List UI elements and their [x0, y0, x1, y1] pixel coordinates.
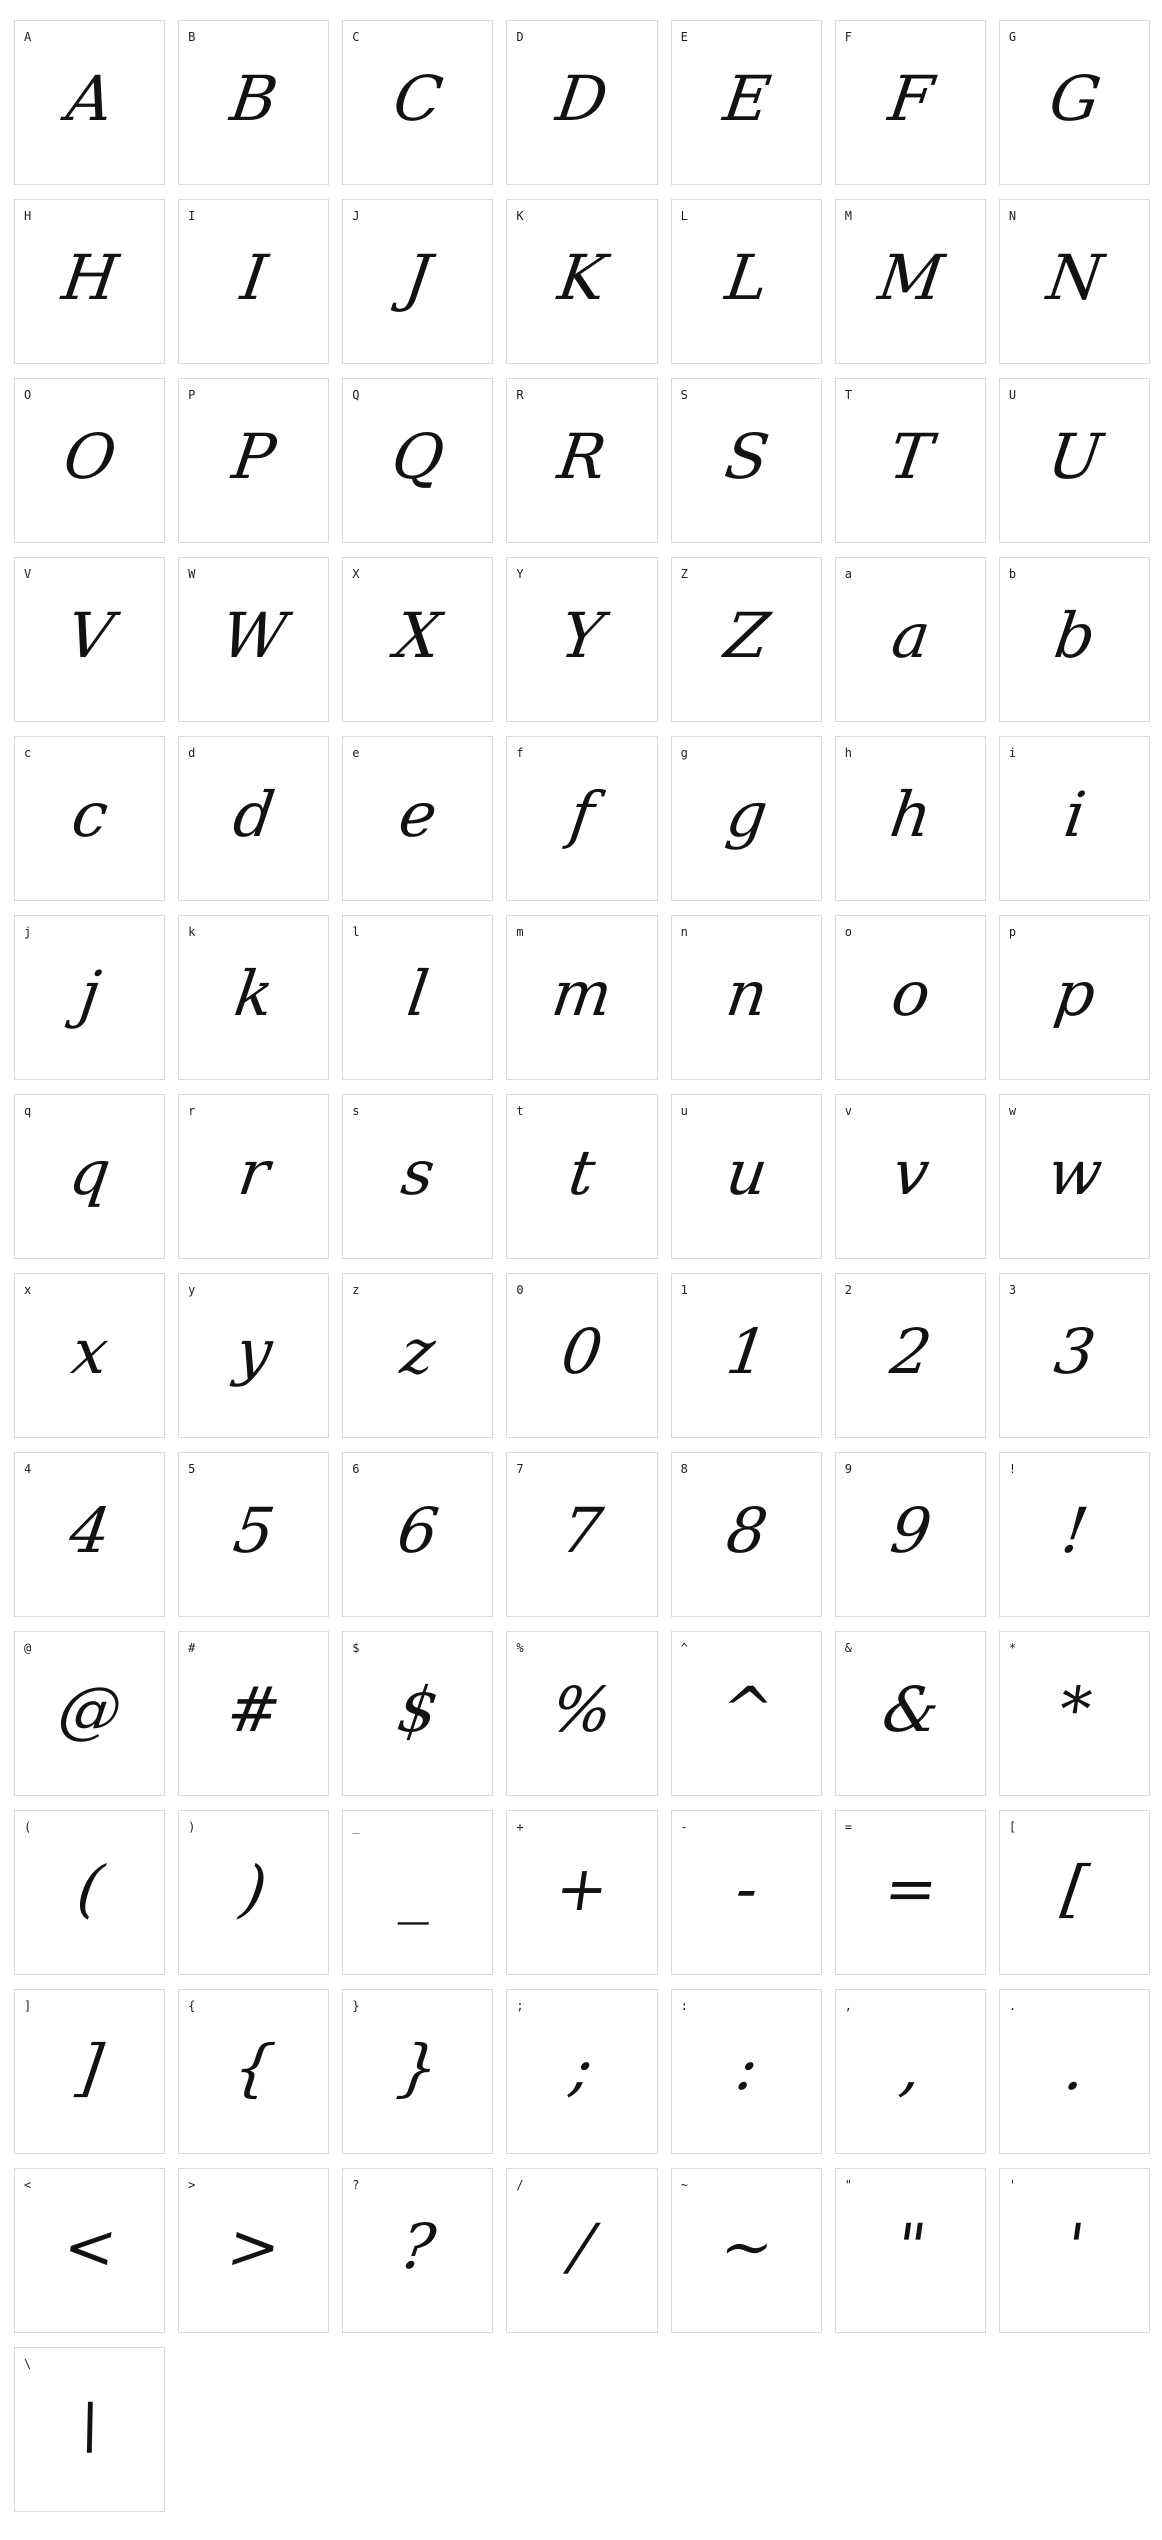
glyph-cell: [14, 199, 165, 364]
glyph-label: S: [680, 388, 688, 402]
glyph-cell: [835, 199, 986, 364]
glyph-label: .: [1008, 1999, 1017, 2013]
glyph-preview: [: [1057, 1852, 1093, 1925]
glyph-label: C: [352, 30, 360, 44]
glyph-cell: [178, 20, 329, 185]
glyph-label: f: [516, 746, 524, 760]
glyph-cell: [506, 199, 657, 364]
glyph-cell: [178, 1631, 329, 1796]
glyph-label: i: [1008, 746, 1017, 760]
glyph-cell: [178, 1989, 329, 2154]
glyph-preview: <: [59, 2210, 122, 2283]
glyph-label: Q: [352, 388, 360, 402]
glyph-cell: [999, 378, 1150, 543]
glyph-label: L: [680, 209, 688, 223]
glyph-label: $: [352, 1641, 360, 1655]
glyph-preview: J: [400, 241, 436, 314]
glyph-preview: >: [223, 2210, 286, 2283]
glyph-preview: q: [65, 1136, 116, 1209]
glyph-cell: [178, 1094, 329, 1259]
glyph-preview: ": [891, 2210, 931, 2283]
glyph-preview: A: [62, 62, 118, 135]
glyph-label: 7: [516, 1462, 524, 1476]
glyph-preview: X: [391, 599, 446, 672]
glyph-cell: [178, 1273, 329, 1438]
glyph-preview: U: [1043, 420, 1107, 493]
glyph-preview: x: [67, 1315, 113, 1388]
glyph-preview: m: [548, 957, 618, 1030]
glyph-cell: [178, 378, 329, 543]
glyph-cell: [506, 2168, 657, 2333]
glyph-preview: L: [720, 241, 773, 314]
glyph-cell: [671, 736, 822, 901]
glyph-cell: [506, 20, 657, 185]
glyph-label: c: [24, 746, 32, 760]
glyph-label: }: [352, 1999, 360, 2013]
glyph-label: [: [1008, 1820, 1017, 1834]
glyph-preview: ]: [72, 2031, 108, 2104]
glyph-label: &: [844, 1641, 852, 1655]
glyph-preview: w: [1043, 1136, 1107, 1209]
glyph-cell: [342, 1810, 493, 1975]
glyph-preview: M: [873, 241, 948, 314]
glyph-cell: [671, 1810, 822, 1975]
glyph-label: x: [24, 1283, 32, 1297]
glyph-cell: [835, 378, 986, 543]
glyph-preview: a: [887, 599, 935, 672]
glyph-cell: [835, 736, 986, 901]
glyph-cell: [506, 1094, 657, 1259]
glyph-label: 9: [844, 1462, 852, 1476]
glyph-label: H: [24, 209, 32, 223]
glyph-cell: [671, 378, 822, 543]
glyph-label: +: [516, 1820, 524, 1834]
glyph-label: ?: [352, 2178, 360, 2192]
glyph-preview: 7: [557, 1494, 608, 1567]
glyph-preview: #: [223, 1673, 286, 1746]
glyph-label: v: [844, 1104, 852, 1118]
glyph-preview: 2: [885, 1315, 936, 1388]
glyph-preview: 4: [65, 1494, 115, 1567]
glyph-label: M: [844, 209, 852, 223]
glyph-label: W: [188, 567, 196, 581]
glyph-cell: [178, 1452, 329, 1617]
glyph-preview: O: [59, 420, 121, 493]
glyph-cell: [999, 199, 1150, 364]
glyph-cell: [342, 2168, 493, 2333]
glyph-preview: }: [393, 2031, 444, 2104]
glyph-preview: 1: [721, 1315, 772, 1388]
glyph-label: J: [352, 209, 360, 223]
glyph-cell: [342, 557, 493, 722]
glyph-label: g: [680, 746, 688, 760]
glyph-label: _: [352, 1820, 360, 1834]
glyph-preview: r: [234, 1136, 275, 1209]
glyph-label: I: [188, 209, 196, 223]
glyph-cell: [342, 736, 493, 901]
glyph-cell: [14, 1810, 165, 1975]
glyph-preview: V: [62, 599, 118, 672]
glyph-label: >: [188, 2178, 196, 2192]
glyph-cell: [999, 1810, 1150, 1975]
glyph-cell: [999, 1989, 1150, 2154]
glyph-label: X: [352, 567, 360, 581]
glyph-label: -: [680, 1820, 688, 1834]
glyph-preview: !: [1057, 1494, 1093, 1567]
glyph-cell: [178, 736, 329, 901]
glyph-cell: [14, 1094, 165, 1259]
glyph-cell: [671, 1094, 822, 1259]
glyph-label: y: [188, 1283, 196, 1297]
glyph-preview: g: [721, 778, 772, 851]
glyph-preview: ;: [566, 2031, 599, 2104]
glyph-label: m: [516, 925, 524, 939]
glyph-preview: b: [1049, 599, 1100, 672]
glyph-preview: Q: [387, 420, 449, 493]
glyph-label: ): [188, 1820, 196, 1834]
glyph-label: Y: [516, 567, 524, 581]
glyph-cell: [14, 20, 165, 185]
glyph-label: T: [844, 388, 852, 402]
glyph-cell: [999, 1631, 1150, 1796]
glyph-cell: [178, 915, 329, 1080]
glyph-cell: [671, 1273, 822, 1438]
glyph-cell: [999, 915, 1150, 1080]
glyph-preview: C: [389, 62, 448, 135]
glyph-preview: Z: [720, 599, 774, 672]
glyph-preview: $: [393, 1673, 444, 1746]
glyph-cell: [835, 557, 986, 722]
glyph-cell: [506, 378, 657, 543]
glyph-cell: [14, 2168, 165, 2333]
glyph-label: ~: [680, 2178, 688, 2192]
glyph-preview: 3: [1050, 1315, 1100, 1388]
glyph-preview: y: [231, 1315, 277, 1388]
glyph-preview: /: [566, 2210, 599, 2283]
glyph-cell: [14, 1273, 165, 1438]
glyph-cell: [14, 915, 165, 1080]
glyph-preview: %: [547, 1673, 618, 1746]
glyph-cell: [671, 557, 822, 722]
glyph-preview: .: [1059, 2031, 1090, 2104]
glyph-preview: (: [72, 1852, 108, 1925]
glyph-cell: [506, 736, 657, 901]
glyph-label: F: [844, 30, 852, 44]
glyph-cell: [342, 199, 493, 364]
glyph-label: !: [1008, 1462, 1017, 1476]
glyph-cell: [999, 736, 1150, 901]
glyph-label: s: [352, 1104, 360, 1118]
glyph-label: ]: [24, 1999, 32, 2013]
glyph-label: b: [1008, 567, 1017, 581]
glyph-cell: [506, 1989, 657, 2154]
glyph-cell: [14, 557, 165, 722]
glyph-preview: +: [551, 1852, 614, 1925]
glyph-preview: l: [403, 957, 434, 1030]
glyph-label: P: [188, 388, 196, 402]
glyph-label: \: [24, 2357, 32, 2371]
glyph-cell: [178, 557, 329, 722]
glyph-label: ,: [844, 1999, 852, 2013]
glyph-cell: [671, 2168, 822, 2333]
glyph-label: =: [844, 1820, 852, 1834]
glyph-preview: T: [885, 420, 937, 493]
glyph-cell: [999, 2168, 1150, 2333]
glyph-cell: [14, 736, 165, 901]
glyph-cell: [506, 915, 657, 1080]
glyph-cell: [835, 1273, 986, 1438]
glyph-preview: I: [236, 241, 272, 314]
glyph-label: G: [1008, 30, 1017, 44]
glyph-label: n: [680, 925, 688, 939]
glyph-label: %: [516, 1641, 524, 1655]
glyph-label: ': [1008, 2178, 1017, 2192]
glyph-cell: [671, 1631, 822, 1796]
glyph-cell: [14, 2347, 165, 2512]
glyph-preview: D: [552, 62, 613, 135]
glyph-preview: :: [731, 2031, 763, 2104]
glyph-cell: [835, 915, 986, 1080]
glyph-label: ^: [680, 1641, 688, 1655]
glyph-preview: B: [226, 62, 283, 135]
glyph-label: 4: [24, 1462, 32, 1476]
glyph-cell: [835, 1810, 986, 1975]
glyph-cell: [14, 1452, 165, 1617]
glyph-label: #: [188, 1641, 196, 1655]
glyph-preview: *: [1054, 1673, 1096, 1746]
glyph-label: o: [844, 925, 852, 939]
glyph-label: 5: [188, 1462, 196, 1476]
glyph-cell: [671, 915, 822, 1080]
glyph-preview: N: [1042, 241, 1108, 314]
glyph-preview: \: [74, 2389, 106, 2462]
glyph-cell: [671, 1989, 822, 2154]
glyph-preview: i: [1059, 778, 1091, 851]
glyph-cell: [178, 2168, 329, 2333]
glyph-preview: o: [887, 957, 935, 1030]
glyph-preview: 0: [557, 1315, 608, 1388]
glyph-label: @: [24, 1641, 32, 1655]
glyph-cell: [178, 199, 329, 364]
glyph-label: B: [188, 30, 196, 44]
glyph-cell: [342, 1273, 493, 1438]
glyph-label: j: [24, 925, 32, 939]
glyph-label: q: [24, 1104, 32, 1118]
glyph-grid: [14, 20, 1150, 2512]
glyph-cell: [506, 1452, 657, 1617]
glyph-cell: [506, 1810, 657, 1975]
glyph-label: t: [516, 1104, 524, 1118]
glyph-cell: [342, 1094, 493, 1259]
glyph-label: ": [844, 2178, 852, 2192]
glyph-label: ;: [516, 1999, 524, 2013]
glyph-cell: [342, 1989, 493, 2154]
glyph-label: E: [680, 30, 688, 44]
glyph-cell: [835, 2168, 986, 2333]
glyph-label: K: [516, 209, 524, 223]
glyph-preview: H: [57, 241, 123, 314]
glyph-label: k: [188, 925, 196, 939]
glyph-preview: h: [885, 778, 936, 851]
glyph-label: R: [516, 388, 524, 402]
glyph-label: A: [24, 30, 32, 44]
glyph-cell: [999, 1273, 1150, 1438]
glyph-preview: ': [1061, 2210, 1089, 2283]
glyph-label: {: [188, 1999, 196, 2013]
glyph-label: N: [1008, 209, 1017, 223]
glyph-label: /: [516, 2178, 524, 2192]
glyph-label: 1: [680, 1283, 688, 1297]
glyph-label: u: [680, 1104, 688, 1118]
glyph-preview: =: [879, 1852, 942, 1925]
glyph-cell: [342, 378, 493, 543]
glyph-preview: -: [731, 1852, 763, 1925]
glyph-preview: ,: [895, 2031, 926, 2104]
glyph-preview: _: [397, 1852, 440, 1925]
glyph-preview: k: [230, 957, 279, 1030]
glyph-label: z: [352, 1283, 360, 1297]
glyph-preview: G: [1045, 62, 1105, 135]
glyph-cell: [999, 557, 1150, 722]
glyph-cell: [506, 557, 657, 722]
glyph-cell: [14, 1989, 165, 2154]
glyph-preview: ^: [715, 1673, 778, 1746]
glyph-preview: ?: [396, 2210, 441, 2283]
glyph-label: O: [24, 388, 32, 402]
glyph-cell: [671, 20, 822, 185]
glyph-preview: f: [565, 778, 600, 851]
glyph-label: 8: [680, 1462, 688, 1476]
glyph-preview: &: [878, 1673, 944, 1746]
glyph-cell: [835, 1452, 986, 1617]
glyph-preview: c: [67, 778, 113, 851]
glyph-preview: R: [554, 420, 612, 493]
glyph-cell: [835, 1631, 986, 1796]
glyph-label: <: [24, 2178, 32, 2192]
glyph-label: 3: [1008, 1283, 1017, 1297]
glyph-label: *: [1008, 1641, 1017, 1655]
glyph-cell: [506, 1273, 657, 1438]
glyph-preview: v: [888, 1136, 934, 1209]
glyph-cell: [342, 915, 493, 1080]
glyph-preview: p: [1049, 957, 1100, 1030]
glyph-label: (: [24, 1820, 32, 1834]
glyph-preview: d: [229, 778, 280, 851]
glyph-preview: S: [720, 420, 774, 493]
glyph-cell: [671, 1452, 822, 1617]
glyph-preview: 9: [885, 1494, 936, 1567]
glyph-preview: ~: [715, 2210, 778, 2283]
glyph-cell: [835, 1989, 986, 2154]
glyph-preview: F: [884, 62, 938, 135]
glyph-preview: {: [229, 2031, 280, 2104]
glyph-preview: z: [396, 1315, 440, 1388]
glyph-cell: [506, 1631, 657, 1796]
glyph-cell: [835, 1094, 986, 1259]
glyph-preview: u: [721, 1136, 772, 1209]
glyph-cell: [342, 1631, 493, 1796]
glyph-label: d: [188, 746, 196, 760]
glyph-cell: [178, 1810, 329, 1975]
glyph-preview: W: [217, 599, 292, 672]
glyph-label: Z: [680, 567, 688, 581]
glyph-cell: [14, 1631, 165, 1796]
glyph-cell: [999, 1094, 1150, 1259]
glyph-preview: j: [75, 957, 105, 1030]
glyph-cell: [342, 1452, 493, 1617]
glyph-label: 0: [516, 1283, 524, 1297]
glyph-preview: n: [721, 957, 772, 1030]
glyph-preview: t: [564, 1136, 601, 1209]
glyph-preview: @: [53, 1673, 127, 1746]
glyph-cell: [999, 1452, 1150, 1617]
glyph-preview: Y: [556, 599, 609, 672]
glyph-label: V: [24, 567, 32, 581]
glyph-label: w: [1008, 1104, 1017, 1118]
glyph-preview: 5: [229, 1494, 280, 1567]
glyph-cell: [835, 20, 986, 185]
glyph-label: 6: [352, 1462, 360, 1476]
glyph-preview: ): [237, 1852, 272, 1925]
glyph-label: p: [1008, 925, 1017, 939]
glyph-cell: [14, 378, 165, 543]
glyph-cell: [671, 199, 822, 364]
glyph-preview: s: [397, 1136, 440, 1209]
glyph-cell: [999, 20, 1150, 185]
glyph-label: U: [1008, 388, 1017, 402]
glyph-preview: 8: [721, 1494, 772, 1567]
glyph-preview: K: [554, 241, 611, 314]
glyph-label: D: [516, 30, 524, 44]
glyph-label: 2: [844, 1283, 852, 1297]
glyph-label: h: [844, 746, 852, 760]
glyph-label: l: [352, 925, 360, 939]
glyph-preview: 6: [393, 1494, 444, 1567]
glyph-label: a: [844, 567, 852, 581]
glyph-label: e: [352, 746, 360, 760]
glyph-preview: P: [228, 420, 281, 493]
glyph-label: r: [188, 1104, 196, 1118]
glyph-label: :: [680, 1999, 688, 2013]
glyph-preview: e: [394, 778, 442, 851]
glyph-cell: [342, 20, 493, 185]
glyph-preview: E: [718, 62, 775, 135]
